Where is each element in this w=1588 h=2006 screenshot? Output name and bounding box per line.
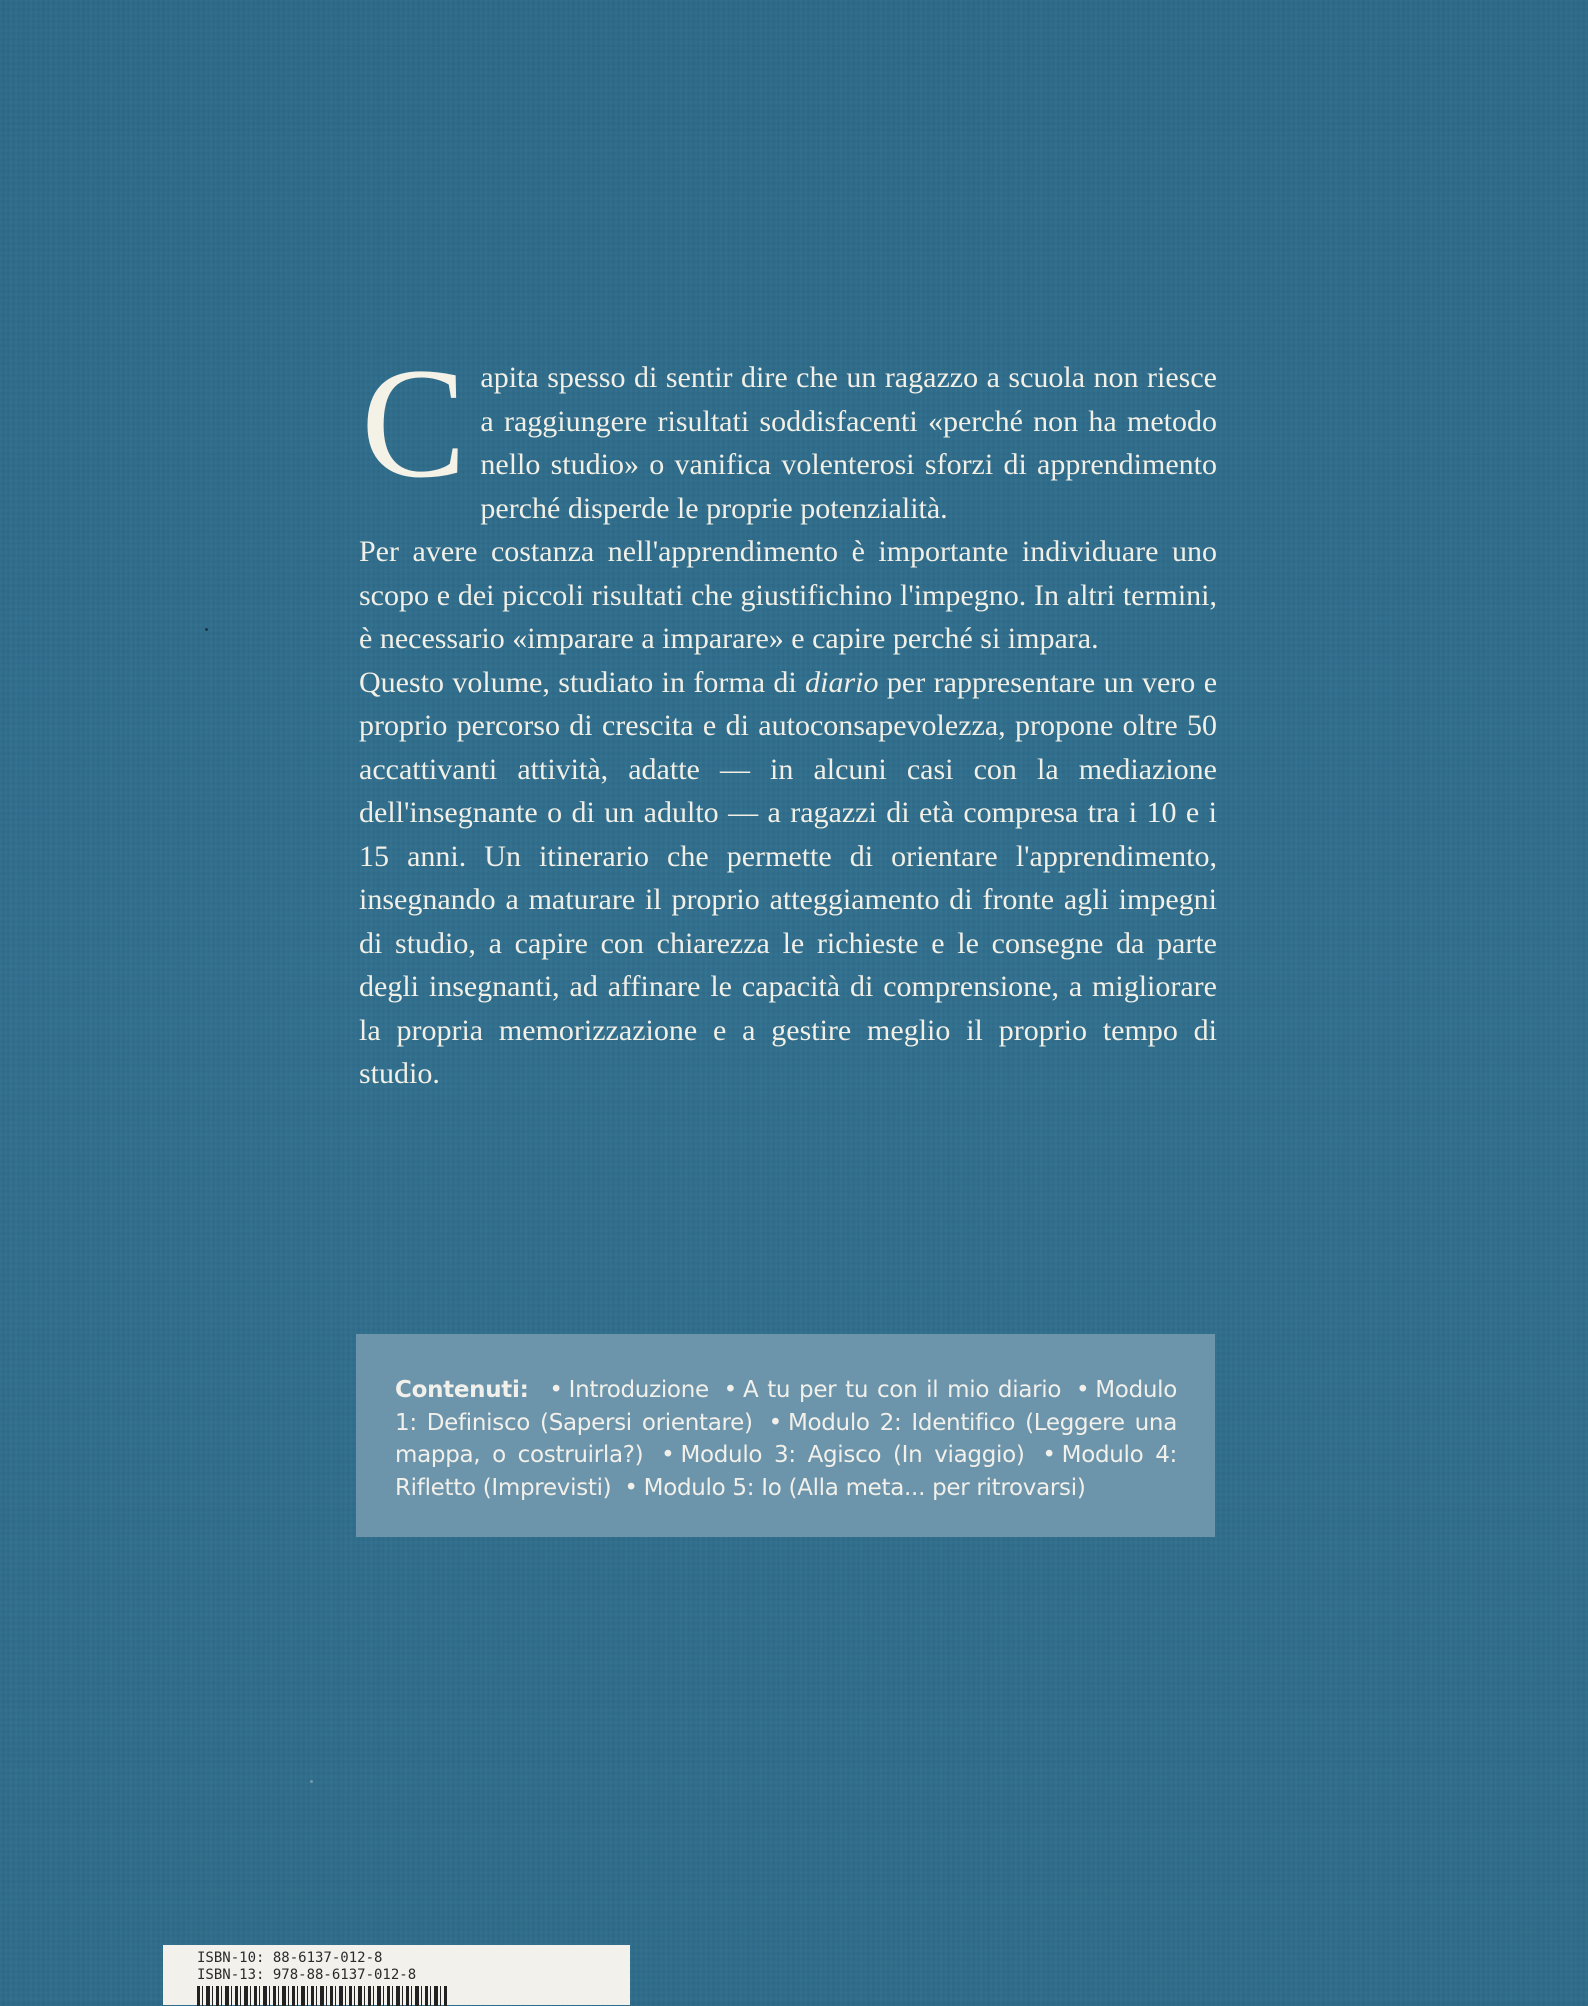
contents-item: Modulo 4: Rifletto (Imprevisti) xyxy=(395,1442,1177,1501)
bullet-icon: • xyxy=(549,1377,563,1403)
bullet-icon: • xyxy=(723,1377,737,1403)
blurb-p3-after: per rappresentare un vero e proprio percorso di crescita e di autoconsapevolezza, propone oltre 50 accattivanti attività, adatte — in alcuni casi con la mediazione dell'insegnante o di un adulto — a ragazzi di età compresa tra i 10 e i 15 anni. Un itinerario che permette di orientare l'apprendimento, insegnando a maturare il proprio atteggiamento di fronte agli impegni di studio, a capire con chiarezza le richieste e le consegne da parte degli insegnanti, ad affinare le capacità di comprensione, a migliorare la propria memorizzazione e a gestire meglio il proprio tempo di studio. xyxy=(359,665,1218,1090)
contents-label: Contenuti: xyxy=(395,1377,529,1403)
contents-box xyxy=(356,1334,1215,1537)
blurb-p3-before: Questo volume, studiato in forma di xyxy=(359,665,806,699)
speck-decoration xyxy=(310,1780,313,1783)
blurb-paragraph-1 xyxy=(359,336,1217,530)
blurb-p3-italic: diario xyxy=(805,665,879,699)
barcode-icon xyxy=(197,1986,447,2006)
bullet-icon: • xyxy=(1042,1442,1056,1468)
blurb-paragraph-3 xyxy=(359,661,1217,1096)
contents-item: Modulo 5: Io (Alla meta... per ritrovarsi) xyxy=(643,1474,1086,1501)
isbn-label xyxy=(163,1945,630,2005)
bullet-icon: • xyxy=(661,1442,675,1468)
bullet-icon: • xyxy=(624,1474,638,1501)
bullet-icon: • xyxy=(1075,1377,1090,1403)
bullet-icon: • xyxy=(768,1409,782,1436)
drop-cap: C xyxy=(361,336,467,511)
blurb-text xyxy=(359,336,1218,1096)
isbn-13: ISBN-13: 978-88-6137-012-8 xyxy=(197,1967,417,1983)
contents-item: Introduzione xyxy=(568,1377,709,1403)
contents-item: Modulo 1: Definisco (Sapersi orientare) xyxy=(395,1377,1178,1436)
contents-item: Modulo 3: Agisco (In viaggio) xyxy=(680,1442,1025,1468)
isbn-10: ISBN-10: 88-6137-012-8 xyxy=(197,1950,383,1966)
blurb-paragraph-2: Per avere costanza nell'apprendimento è importante individuare uno scopo e dei piccoli risultati che giustifichino l'impegno. In altri termini, è necessario «imparare a imparare» e capire perché si impara. xyxy=(359,535,1217,655)
contents-item: A tu per tu con il mio diario xyxy=(742,1377,1062,1403)
speck-decoration xyxy=(205,628,208,631)
contents-item: Modulo 2: Identifico (Leggere una mappa, o costruirla?) xyxy=(395,1409,1177,1468)
blurb-paragraph-1-text: apita spesso di sentir dire che un ragazzo a scuola non riesce a raggiungere risultati soddisfacenti «perché non ha metodo nello studio» o vanifica volenterosi sforzi di apprendimento perché disperde le proprie potenzialità. xyxy=(480,361,1217,525)
